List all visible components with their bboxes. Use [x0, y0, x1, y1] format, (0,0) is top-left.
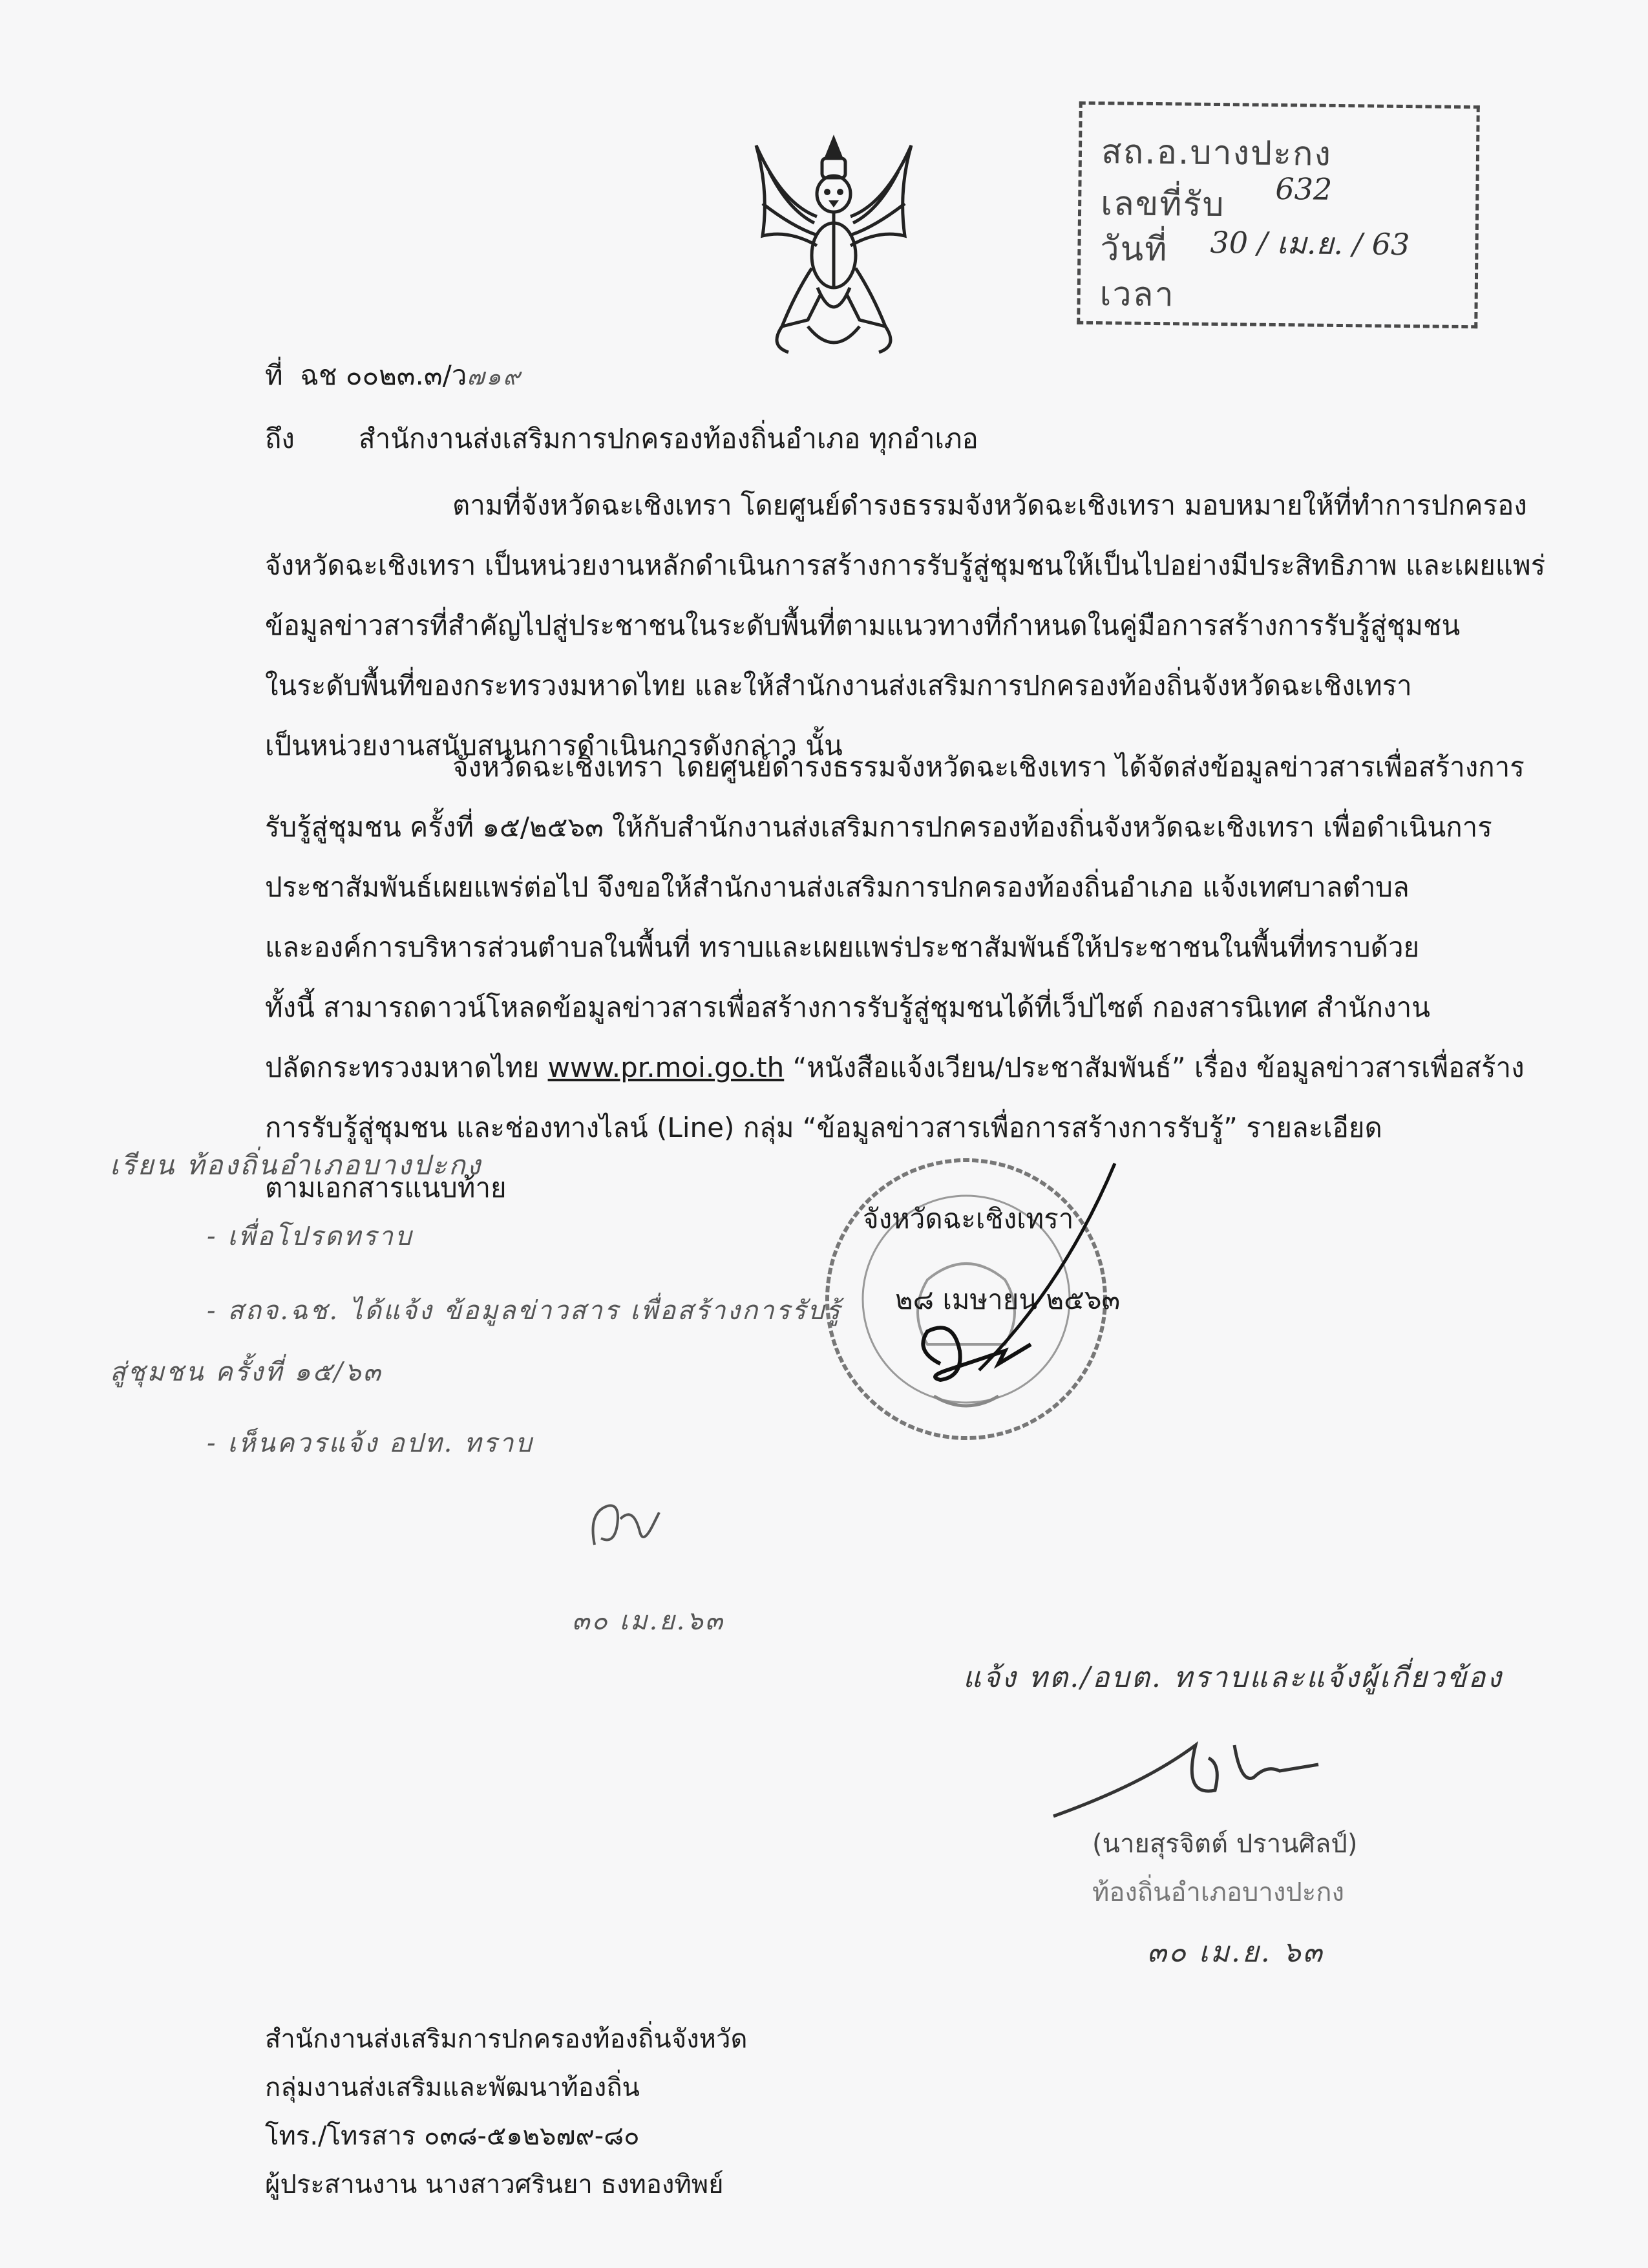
paragraph-line: ในระดับพื้นที่ของกระทรวงมหาดไทย และให้สำนักงานส่งเสริมการปกครองท้องถิ่นจังหวัดฉะเชิงเทรา — [265, 670, 1412, 701]
footer-group: กลุ่มงานส่งเสริมและพัฒนาท้องถิ่น — [265, 2073, 640, 2103]
paragraph-text: ปลัดกระทรวงมหาดไทย — [265, 1052, 540, 1083]
receive-stamp — [1077, 101, 1480, 328]
paragraph-line: รับรู้สู่ชุมชน ครั้งที่ ๑๕/๒๕๖๓ ให้กับสำนักงานส่งเสริมการปกครองท้องถิ่นจังหวัดฉะเชิงเทรา เพื่อดำเนินการ — [265, 811, 1492, 843]
paragraph-text: “หนังสือแจ้งเวียน/ประชาสัมพันธ์” เรื่อง ข้อมูลข่าวสารเพื่อสร้าง — [792, 1052, 1525, 1083]
local-officer-name: (นายสุรจิตต์ ปรานศิลป์) — [1092, 1829, 1358, 1859]
footer-phone: โทร./โทรสาร ๐๓๘-๕๑๒๖๗๙-๘๐ — [265, 2121, 640, 2151]
body-paragraph-1 — [265, 475, 1546, 776]
garuda-emblem-icon — [743, 132, 924, 365]
doc-number-label: ที่ — [265, 359, 283, 391]
paragraph-line: ตามที่จังหวัดฉะเชิงเทรา โดยศูนย์ดำรงธรรมจังหวัดฉะเชิงเทรา มอบหมายให้ที่ทำการปกครอง — [452, 489, 1527, 521]
doc-number-handwritten: ๗๑๙ — [467, 364, 522, 390]
recipient — [265, 425, 295, 452]
local-officer-date: ๓๐ เม.ย. ๖๓ — [1147, 1936, 1324, 1969]
issuer-province: จังหวัดฉะเชิงเทรา — [863, 1203, 1074, 1235]
footer-office: สำนักงานส่งเสริมการปกครองท้องถิ่นจังหวัด — [265, 2024, 748, 2054]
order-note: แจ้ง ทต./อบต. ทราบและแจ้งผู้เกี่ยวข้อง — [963, 1661, 1503, 1694]
paragraph-line: จังหวัดฉะเชิงเทรา โดยศูนย์ดำรงธรรมจังหวัดฉะเชิงเทรา ได้จัดส่งข้อมูลข่าวสารเพื่อสร้างการ — [452, 751, 1525, 783]
doc-number — [265, 359, 522, 391]
paragraph-line: จังหวัดฉะเชิงเทรา เป็นหน่วยงานหลักดำเนินการสร้างการรับรู้สู่ชุมชนให้เป็นไปอย่างมีประสิทธิภาพ และเผยแพร่ — [265, 549, 1546, 581]
receive-stamp-no-label: เลขที่รับ — [1100, 184, 1225, 225]
handwritten-note-date: ๓๐ เม.ย.๖๓ — [572, 1606, 725, 1636]
receive-stamp-org: สถ.อ.บางปะกง — [1101, 132, 1333, 174]
receive-stamp-no-value: 632 — [1275, 171, 1333, 207]
paragraph-line: การรับรู้สู่ชุมชน และช่องทางไลน์ (Line) กลุ่ม “ข้อมูลข่าวสารเพื่อการสร้างการรับรู้” รายละเอียด — [265, 1112, 1382, 1143]
issuer-date: ๒๘ เมษายน ๒๕๖๓ — [895, 1284, 1121, 1315]
recipient-value: สำนักงานส่งเสริมการปกครองท้องถิ่นอำเภอ ทุกอำเภอ — [359, 423, 978, 454]
handwritten-note-line: - เพื่อโปรดทราบ — [207, 1222, 414, 1251]
receive-stamp-date-value: 30 / เม.ย. / 63 — [1210, 224, 1410, 262]
handwritten-note-line: เรียน ท้องถิ่นอำเภอบางปะกง — [110, 1149, 483, 1181]
website-link[interactable]: www.pr.moi.go.th — [547, 1052, 785, 1083]
handwritten-note-line: สู่ชุมชน ครั้งที่ ๑๕/๖๓ — [110, 1357, 383, 1387]
local-officer-position: ท้องถิ่นอำเภอบางปะกง — [1092, 1878, 1345, 1907]
recipient-label: ถึง — [265, 423, 295, 454]
handwritten-note-line: - เห็นควรแจ้ง อปท. ทราบ — [207, 1428, 534, 1458]
paragraph-line — [265, 1037, 1525, 1097]
paragraph-line: เป็นหน่วยงานสนับสนุนการดำเนินการดังกล่าว นั้น — [265, 730, 843, 761]
handwritten-note-line: - สถจ.ฉช. ได้แจ้ง ข้อมูลข่าวสาร เพื่อสร้างการรับรู้ — [207, 1296, 842, 1326]
local-officer-signature-icon — [1047, 1719, 1344, 1829]
footer-coordinator: ผู้ประสานงาน นางสาวศรินยา ธงทองทิพย์ — [265, 2170, 724, 2199]
paragraph-line: และองค์การบริหารส่วนตำบลในพื้นที่ ทราบและเผยแพร่ประชาสัมพันธ์ให้ประชาชนในพื้นที่ทราบด้วย — [265, 931, 1420, 963]
doc-number-value: ฉช ๐๐๒๓.๓/ว — [300, 359, 467, 391]
receive-stamp-date-label: วันที่ — [1100, 229, 1168, 270]
receive-stamp-time-label: เวลา — [1099, 275, 1176, 315]
paragraph-line: ข้อมูลข่าวสารที่สำคัญไปสู่ประชาชนในระดับพื้นที่ตามแนวทางที่กำหนดในคู่มือการสร้างการรับรู้สู่ชุมชน — [265, 609, 1461, 641]
paragraph-line: ตามเอกสารแนบท้าย — [265, 1172, 507, 1203]
paragraph-line: ประชาสัมพันธ์เผยแพร่ต่อไป จึงขอให้สำนักงานส่งเสริมการปกครองท้องถิ่นอำเภอ แจ้งเทศบาลตำบล — [265, 871, 1410, 903]
governor-signature-icon — [902, 1157, 1128, 1403]
paragraph-line: ทั้งนี้ สามารถดาวน์โหลดข้อมูลข่าวสารเพื่อสร้างการรับรู้สู่ชุมชนได้ที่เว็ปไซต์ กองสารนิเทศ สำนักงาน — [265, 991, 1430, 1023]
initials-signature-icon — [582, 1493, 672, 1564]
